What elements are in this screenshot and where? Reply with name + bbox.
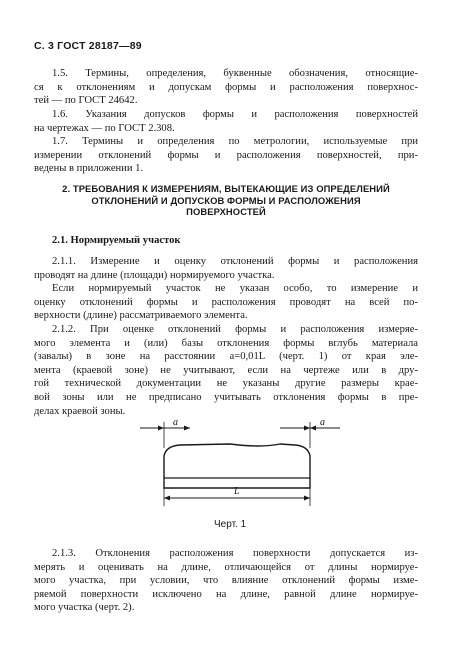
- text-line: вой зоны или не предписано учитывать отклонения формы в пре-: [34, 391, 418, 403]
- label-a-right: a: [320, 418, 325, 428]
- text-line: измерении отклонений формы и расположения поверхностей, при-: [34, 149, 418, 161]
- paragraph-2-1-2: [34, 323, 418, 418]
- figure-caption: Черт. 1: [214, 519, 247, 530]
- text-line: мого элемента и (или) базы отклонения формы вглубь материала: [34, 337, 418, 349]
- text-line: ряемой поверхности исключено на длине, равной длине нормируе-: [34, 588, 418, 600]
- part-outline: [164, 444, 310, 488]
- arrowhead: [184, 426, 190, 431]
- text-line: 1.5. Термины, определения, буквенные обозначения, относящие-: [52, 68, 418, 79]
- paragraph-1-7: [34, 135, 418, 176]
- text-line: 2.1.2. При оценке отклонений формы и расположения измеряе-: [52, 324, 418, 335]
- text-line: мого участка, при условии, что влияние отклонений формы изме-: [34, 575, 418, 587]
- text-line: ведены в приложении 1.: [34, 163, 144, 175]
- text-line: 2.1.1. Измерение и оценку отклонений формы и расположения: [52, 256, 418, 267]
- paragraph-1-6: [34, 108, 418, 135]
- text-line: мерять и оценивать на длине, отличающейся от длины нормируе-: [34, 561, 418, 573]
- heading-line: 2. ТРЕБОВАНИЯ К ИЗМЕРЕНИЯМ, ВЫТЕКАЮЩИЕ ИЗ ОПРЕДЕЛЕНИЙ: [62, 183, 390, 194]
- heading-line: ОТКЛОНЕНИЙ И ДОПУСКОВ ФОРМЫ И РАСПОЛОЖЕНИЯ: [91, 194, 361, 206]
- label-L: L: [234, 486, 240, 497]
- text-line: (завалы) в зоне на расстоянии a=0,01L (черт. 1) от края эле-: [34, 351, 418, 363]
- page-header: С. 3 ГОСТ 28187—89: [34, 40, 142, 52]
- text-line: ся к отклонениям и допускам формы и расположения поверхнос-: [34, 81, 418, 93]
- text-line: мого участка (черт. 2).: [34, 602, 135, 614]
- text-line: 1.6. Указания допусков формы и расположения поверхностей: [52, 109, 418, 120]
- text-line: оценку отклонений формы и расположения проводят на всей по-: [34, 296, 418, 308]
- arrowhead: [304, 496, 310, 501]
- subsection-title: [52, 235, 181, 246]
- text-line: проводят на длине (площади) нормируемого участка.: [34, 269, 275, 281]
- figure-1-drawing: [130, 418, 350, 513]
- arrowhead: [158, 426, 164, 431]
- paragraph-unspecified-area: [34, 282, 418, 323]
- text-line: 1.7. Термины и определения по метрологии, используемые при: [52, 136, 418, 147]
- heading-line: ПОВЕРХНОСТЕЙ: [186, 206, 266, 218]
- section-heading: [34, 183, 418, 218]
- text-line: мента (краевой зоне) не учитывают, если на чертеже или в дру-: [34, 364, 418, 376]
- arrowhead: [164, 496, 170, 501]
- text-line: гой технической документации не указаны другие размеры крае-: [34, 378, 418, 390]
- text-line: верхности (длине) рассматриваемого элемента.: [34, 310, 248, 322]
- paragraph-2-1-3: [34, 547, 418, 615]
- arrowhead: [304, 426, 310, 431]
- paragraph-1-5: [34, 67, 418, 108]
- label-a-left: a: [173, 418, 178, 428]
- text-line: делах краевой зоны.: [34, 405, 126, 417]
- text-line: 2.1.3. Отклонения расположения поверхности допускается из-: [52, 548, 418, 559]
- paragraph-2-1-1: [34, 255, 418, 282]
- text-line: Если нормируемый участок не указан особо, то измерение и: [52, 283, 418, 294]
- subsection-title-text: 2.1. Нормируемый участок: [52, 235, 181, 246]
- text-line: тей — по ГОСТ 24642.: [34, 95, 138, 107]
- text-line: на чертежах — по ГОСТ 2.308.: [34, 122, 175, 134]
